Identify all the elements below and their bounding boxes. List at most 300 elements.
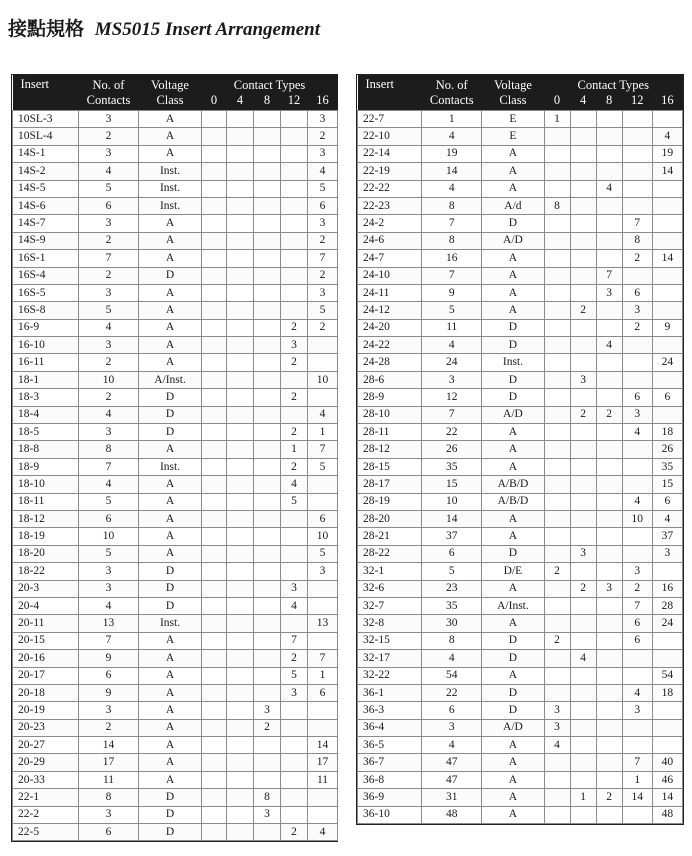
table-row	[358, 597, 683, 614]
size-4-cell	[570, 145, 596, 162]
table-row	[13, 789, 338, 806]
size-0-cell	[544, 789, 570, 806]
voltage-class-cell: A	[139, 232, 202, 249]
size-16-cell	[652, 180, 682, 197]
contacts-cell: 2	[79, 354, 139, 371]
size-12-cell: 2	[622, 319, 652, 336]
size-8-cell	[596, 145, 622, 162]
size-12-cell	[622, 371, 652, 388]
insert-cell: 22-5	[13, 824, 79, 841]
size-8-cell	[596, 650, 622, 667]
header-voltage: Voltage	[482, 75, 544, 93]
size-4-cell	[570, 667, 596, 684]
table-row	[13, 806, 338, 823]
size-8-cell	[254, 128, 281, 145]
voltage-class-cell: A/B/D	[482, 493, 544, 510]
table-header	[358, 75, 683, 111]
size-12-cell: 14	[622, 789, 652, 806]
table-row	[13, 824, 338, 841]
voltage-class-cell: A	[139, 250, 202, 267]
contacts-cell: 37	[422, 528, 482, 545]
size-4-cell	[570, 510, 596, 527]
insert-cell: 20-23	[13, 719, 79, 736]
size-8-cell	[254, 163, 281, 180]
size-8-cell	[254, 215, 281, 232]
table-row	[358, 424, 683, 441]
size-8-cell	[254, 232, 281, 249]
size-16-cell	[308, 632, 338, 649]
size-16-cell	[308, 702, 338, 719]
size-0-cell	[544, 597, 570, 614]
size-8-cell	[596, 476, 622, 493]
size-0-cell	[544, 476, 570, 493]
voltage-class-cell: A/D	[482, 406, 544, 423]
voltage-class-cell: A	[482, 250, 544, 267]
size-0-cell	[202, 824, 227, 841]
voltage-class-cell: A	[139, 754, 202, 771]
size-12-cell: 3	[281, 580, 308, 597]
table-row	[13, 580, 338, 597]
header-size-12: 12	[281, 93, 308, 111]
size-8-cell	[254, 458, 281, 475]
size-0-cell	[202, 180, 227, 197]
voltage-class-cell: A	[482, 754, 544, 771]
insert-cell: 24-20	[358, 319, 422, 336]
size-12-cell	[622, 667, 652, 684]
size-12-cell: 2	[622, 250, 652, 267]
header-class: Class	[139, 93, 202, 111]
size-4-cell	[227, 580, 254, 597]
size-8-cell	[596, 806, 622, 823]
insert-cell: 32-1	[358, 563, 422, 580]
size-0-cell	[202, 545, 227, 562]
size-8-cell	[596, 250, 622, 267]
insert-cell: 22-14	[358, 145, 422, 162]
size-16-cell	[652, 632, 682, 649]
insert-cell: 36-5	[358, 737, 422, 754]
insert-cell: 20-29	[13, 754, 79, 771]
size-16-cell	[308, 580, 338, 597]
size-12-cell: 1	[281, 441, 308, 458]
size-0-cell	[544, 806, 570, 823]
voltage-class-cell: D	[482, 389, 544, 406]
contacts-cell: 4	[422, 737, 482, 754]
contacts-cell: 6	[79, 667, 139, 684]
size-4-cell	[570, 493, 596, 510]
header-size-0: 0	[544, 93, 570, 111]
voltage-class-cell: D	[482, 632, 544, 649]
contacts-cell: 35	[422, 597, 482, 614]
table-row	[358, 128, 683, 145]
size-8-cell	[254, 337, 281, 354]
size-8-cell	[596, 319, 622, 336]
voltage-class-cell: Inst.	[139, 163, 202, 180]
insert-cell: 36-7	[358, 754, 422, 771]
size-8-cell	[254, 180, 281, 197]
voltage-class-cell: A	[139, 111, 202, 128]
size-0-cell	[544, 528, 570, 545]
size-8-cell	[596, 719, 622, 736]
size-12-cell: 5	[281, 667, 308, 684]
size-12-cell: 1	[622, 771, 652, 788]
contacts-cell: 30	[422, 615, 482, 632]
size-12-cell	[281, 371, 308, 388]
size-8-cell	[254, 145, 281, 162]
size-0-cell	[544, 180, 570, 197]
size-4-cell	[227, 545, 254, 562]
size-16-cell	[652, 650, 682, 667]
table-row	[358, 163, 683, 180]
size-0-cell: 1	[544, 111, 570, 128]
size-4-cell	[227, 441, 254, 458]
size-16-cell	[308, 806, 338, 823]
contacts-cell: 8	[79, 441, 139, 458]
insert-cell: 18-1	[13, 371, 79, 388]
size-16-cell: 4	[308, 406, 338, 423]
size-8-cell	[596, 389, 622, 406]
insert-cell: 14S-7	[13, 215, 79, 232]
insert-cell: 20-3	[13, 580, 79, 597]
size-12-cell: 4	[622, 493, 652, 510]
size-0-cell	[544, 389, 570, 406]
size-4-cell	[227, 371, 254, 388]
size-12-cell	[281, 771, 308, 788]
voltage-class-cell: A	[482, 806, 544, 823]
size-8-cell	[596, 163, 622, 180]
header-contact-types: Contact Types	[544, 75, 682, 93]
size-8-cell	[596, 458, 622, 475]
size-0-cell	[544, 232, 570, 249]
header-size-8: 8	[254, 93, 281, 111]
size-4-cell	[227, 719, 254, 736]
insert-cell: 28-19	[358, 493, 422, 510]
voltage-class-cell: D/E	[482, 563, 544, 580]
size-16-cell	[652, 337, 682, 354]
size-4-cell	[570, 528, 596, 545]
size-4-cell	[227, 510, 254, 527]
size-0-cell	[202, 337, 227, 354]
insert-cell: 22-2	[13, 806, 79, 823]
voltage-class-cell: A	[139, 128, 202, 145]
size-12-cell	[622, 267, 652, 284]
insert-cell: 14S-5	[13, 180, 79, 197]
contacts-cell: 2	[79, 389, 139, 406]
size-0-cell	[202, 702, 227, 719]
contacts-cell: 17	[79, 754, 139, 771]
contacts-cell: 8	[422, 632, 482, 649]
size-4-cell: 3	[570, 371, 596, 388]
contacts-cell: 5	[422, 302, 482, 319]
size-0-cell	[544, 684, 570, 701]
voltage-class-cell: D	[482, 319, 544, 336]
size-16-cell	[652, 563, 682, 580]
voltage-class-cell: A	[482, 180, 544, 197]
size-16-cell: 2	[308, 267, 338, 284]
voltage-class-cell: A	[139, 545, 202, 562]
table-row	[13, 545, 338, 562]
size-0-cell	[202, 354, 227, 371]
table-row	[13, 302, 338, 319]
size-4-cell	[570, 337, 596, 354]
size-16-cell	[308, 476, 338, 493]
size-4-cell	[570, 806, 596, 823]
size-0-cell	[202, 371, 227, 388]
size-8-cell	[596, 563, 622, 580]
contacts-cell: 22	[422, 424, 482, 441]
size-4-cell: 3	[570, 545, 596, 562]
insert-cell: 22-19	[358, 163, 422, 180]
size-4-cell	[227, 302, 254, 319]
size-8-cell	[254, 510, 281, 527]
header-no-of: No. of	[422, 75, 482, 93]
contacts-cell: 2	[79, 128, 139, 145]
contacts-cell: 2	[79, 719, 139, 736]
size-12-cell	[622, 145, 652, 162]
insert-cell: 36-9	[358, 789, 422, 806]
insert-cell: 10SL-4	[13, 128, 79, 145]
voltage-class-cell: D	[482, 684, 544, 701]
insert-cell: 22-7	[358, 111, 422, 128]
voltage-class-cell: A	[482, 441, 544, 458]
size-4-cell	[570, 163, 596, 180]
table-row	[13, 406, 338, 423]
voltage-class-cell: D	[139, 806, 202, 823]
voltage-class-cell: A	[139, 667, 202, 684]
voltage-class-cell: A	[139, 441, 202, 458]
table-row	[358, 371, 683, 388]
table-row	[13, 197, 338, 214]
size-4-cell: 2	[570, 406, 596, 423]
insert-cell: 36-8	[358, 771, 422, 788]
table-row	[13, 563, 338, 580]
size-0-cell: 3	[544, 702, 570, 719]
size-12-cell	[622, 180, 652, 197]
header-contacts: Contacts	[79, 93, 139, 111]
voltage-class-cell: A	[139, 510, 202, 527]
size-8-cell	[254, 737, 281, 754]
size-0-cell: 8	[544, 197, 570, 214]
size-0-cell	[544, 441, 570, 458]
table-row	[13, 737, 338, 754]
table-row	[358, 754, 683, 771]
table-row	[13, 215, 338, 232]
size-8-cell	[254, 424, 281, 441]
size-12-cell: 6	[622, 284, 652, 301]
size-4-cell	[570, 719, 596, 736]
insert-cell: 24-6	[358, 232, 422, 249]
insert-cell: 20-11	[13, 615, 79, 632]
size-4-cell	[570, 684, 596, 701]
insert-cell: 32-8	[358, 615, 422, 632]
size-16-cell: 2	[308, 128, 338, 145]
voltage-class-cell: D	[482, 215, 544, 232]
contacts-cell: 10	[79, 528, 139, 545]
size-8-cell	[596, 615, 622, 632]
size-4-cell: 2	[570, 580, 596, 597]
insert-cell: 18-9	[13, 458, 79, 475]
insert-cell: 16-9	[13, 319, 79, 336]
size-0-cell	[544, 319, 570, 336]
size-4-cell	[227, 684, 254, 701]
size-16-cell	[308, 354, 338, 371]
size-4-cell	[570, 458, 596, 475]
size-12-cell	[281, 215, 308, 232]
size-0-cell	[202, 267, 227, 284]
size-0-cell	[202, 737, 227, 754]
size-8-cell	[596, 371, 622, 388]
size-12-cell	[281, 702, 308, 719]
size-12-cell: 2	[281, 354, 308, 371]
insert-cell: 24-12	[358, 302, 422, 319]
size-16-cell	[308, 789, 338, 806]
insert-cell: 20-17	[13, 667, 79, 684]
table-row	[358, 111, 683, 128]
table-row	[13, 371, 338, 388]
size-12-cell	[622, 111, 652, 128]
size-16-cell	[652, 737, 682, 754]
contacts-cell: 8	[422, 197, 482, 214]
size-12-cell: 2	[281, 389, 308, 406]
table-row	[358, 441, 683, 458]
contacts-cell: 10	[422, 493, 482, 510]
size-16-cell: 14	[652, 163, 682, 180]
size-4-cell	[570, 632, 596, 649]
insert-cell: 18-8	[13, 441, 79, 458]
size-4-cell	[227, 650, 254, 667]
contacts-cell: 5	[79, 545, 139, 562]
size-12-cell: 3	[622, 302, 652, 319]
size-8-cell	[254, 354, 281, 371]
size-0-cell	[544, 458, 570, 475]
voltage-class-cell: D	[139, 267, 202, 284]
size-8-cell	[254, 197, 281, 214]
table-row	[13, 354, 338, 371]
size-12-cell: 2	[281, 319, 308, 336]
size-12-cell: 3	[281, 684, 308, 701]
voltage-class-cell: A	[139, 528, 202, 545]
table-row	[358, 632, 683, 649]
size-8-cell	[596, 441, 622, 458]
header-size-8: 8	[596, 93, 622, 111]
size-4-cell	[227, 111, 254, 128]
voltage-class-cell: A	[482, 145, 544, 162]
size-0-cell	[202, 424, 227, 441]
size-0-cell	[544, 302, 570, 319]
size-4-cell	[227, 319, 254, 336]
size-8-cell: 4	[596, 180, 622, 197]
size-0-cell	[544, 650, 570, 667]
table-row	[358, 615, 683, 632]
table-row	[358, 406, 683, 423]
insert-cell: 24-2	[358, 215, 422, 232]
voltage-class-cell: A	[139, 476, 202, 493]
size-12-cell	[281, 111, 308, 128]
size-8-cell	[254, 250, 281, 267]
size-4-cell	[570, 197, 596, 214]
voltage-class-cell: A	[482, 458, 544, 475]
header-size-0: 0	[202, 93, 227, 111]
voltage-class-cell: A	[139, 737, 202, 754]
voltage-class-cell: A/D	[482, 719, 544, 736]
size-0-cell	[544, 615, 570, 632]
size-12-cell	[281, 302, 308, 319]
contacts-cell: 5	[79, 493, 139, 510]
size-16-cell	[652, 284, 682, 301]
insert-cell: 18-22	[13, 563, 79, 580]
voltage-class-cell: D	[139, 824, 202, 841]
contacts-cell: 31	[422, 789, 482, 806]
insert-cell: 14S-1	[13, 145, 79, 162]
size-16-cell	[652, 406, 682, 423]
insert-cell: 24-10	[358, 267, 422, 284]
header-size-12: 12	[622, 93, 652, 111]
size-12-cell	[281, 789, 308, 806]
size-0-cell	[202, 319, 227, 336]
size-4-cell	[570, 128, 596, 145]
size-8-cell	[254, 771, 281, 788]
table-row	[13, 510, 338, 527]
insert-cell: 32-15	[358, 632, 422, 649]
insert-cell: 22-22	[358, 180, 422, 197]
contacts-cell: 7	[422, 267, 482, 284]
size-16-cell	[308, 493, 338, 510]
contacts-cell: 11	[422, 319, 482, 336]
size-0-cell	[202, 650, 227, 667]
size-12-cell	[622, 354, 652, 371]
size-0-cell	[544, 337, 570, 354]
size-4-cell	[570, 250, 596, 267]
size-16-cell: 48	[652, 806, 682, 823]
size-8-cell: 7	[596, 267, 622, 284]
size-16-cell: 40	[652, 754, 682, 771]
table-row	[13, 754, 338, 771]
size-4-cell	[570, 424, 596, 441]
size-0-cell	[544, 371, 570, 388]
voltage-class-cell: A	[482, 580, 544, 597]
size-0-cell	[202, 493, 227, 510]
size-12-cell	[281, 197, 308, 214]
size-12-cell	[281, 563, 308, 580]
size-4-cell	[227, 771, 254, 788]
table-row	[358, 337, 683, 354]
header-size-16: 16	[652, 93, 682, 111]
size-16-cell: 46	[652, 771, 682, 788]
size-12-cell: 7	[622, 597, 652, 614]
size-8-cell: 2	[596, 406, 622, 423]
size-4-cell	[227, 632, 254, 649]
size-4-cell	[227, 424, 254, 441]
table-row	[358, 510, 683, 527]
contacts-cell: 54	[422, 667, 482, 684]
table-row	[358, 789, 683, 806]
size-12-cell	[622, 650, 652, 667]
size-12-cell: 2	[281, 824, 308, 841]
size-0-cell	[202, 667, 227, 684]
size-12-cell: 3	[622, 563, 652, 580]
size-16-cell: 7	[308, 250, 338, 267]
contacts-cell: 5	[79, 302, 139, 319]
contacts-cell: 47	[422, 771, 482, 788]
size-16-cell: 35	[652, 458, 682, 475]
insert-cell: 20-18	[13, 684, 79, 701]
size-16-cell: 1	[308, 424, 338, 441]
contacts-cell: 7	[422, 406, 482, 423]
table-row	[358, 702, 683, 719]
header-contacts: Contacts	[422, 93, 482, 111]
voltage-class-cell: A	[139, 337, 202, 354]
size-8-cell: 2	[596, 789, 622, 806]
size-0-cell	[544, 284, 570, 301]
